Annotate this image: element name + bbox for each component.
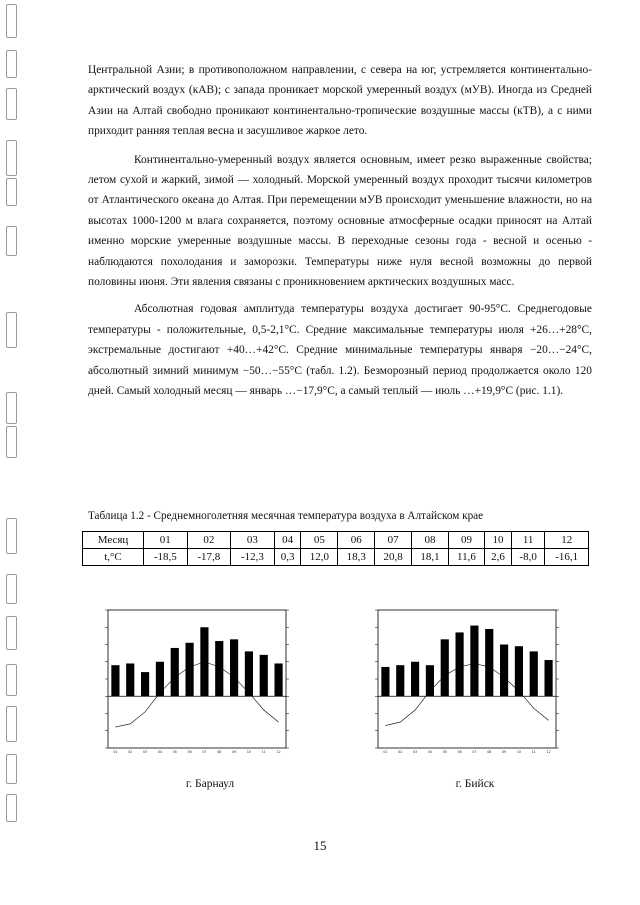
month-cell: 03 (231, 532, 275, 549)
month-cell: 11 (511, 532, 545, 549)
precip-bar (381, 667, 389, 696)
precip-bar (545, 660, 553, 696)
paragraph: Центральной Азии; в противоположном направлении, с севера на юг, устремляется континентально-арктический воздух (кАВ); с запада проникает морской умеренный воздух (мУВ). Иногда из Средней Азии на Алтай свободно проникают континентально-тропические воздушные массы (кТВ), а с ними приходит ранняя теплая весна и засушливое жаркое лето. (88, 64, 592, 138)
climate-chart-biysk (362, 598, 572, 768)
month-cell: 06 (338, 532, 375, 549)
value-cell: 18,3 (338, 549, 375, 566)
x-tick-label: 04 (427, 750, 432, 754)
x-tick-label: 01 (113, 750, 118, 754)
x-tick-label: 09 (232, 750, 237, 754)
chart-caption-barnaul: г. Барнаул (185, 778, 235, 790)
x-tick-label: 07 (202, 750, 207, 754)
month-cell: 08 (412, 532, 449, 549)
precip-bar (441, 639, 449, 696)
x-tick-label: 11 (261, 750, 266, 754)
precip-bar (141, 672, 149, 696)
paragraph: Континентально-умеренный воздух является основным, имеет резко выраженные свойства; летом сухой и жаркий, зимой — холодный. Морской умеренный воздух проходит тысячи километров от Атлантического океана до Алтая. При перемещении мУВ происходит уменьшение влажности, но на высотах 1000-1200 м влага сохраняется, поэтому основные атмосферные осадки приносят на Алтай именно морские умеренные воздушные массы. В переходные сезоны года - весной и осенью - наблюдаются похолодания и заморозки. Температуры ниже нуля весной возможны до первой половины июня. Эти явления связаны с проникновением арктических воздушных масс. (88, 153, 592, 289)
month-cell: 12 (545, 532, 589, 549)
temperature-line (385, 664, 548, 726)
x-tick-label: 06 (187, 750, 192, 754)
body-text (88, 60, 592, 402)
precip-bar (456, 632, 464, 696)
x-tick-label: 02 (398, 750, 403, 754)
precip-bar (186, 643, 194, 696)
value-cell: -12,3 (231, 549, 275, 566)
month-cell: 05 (301, 532, 338, 549)
x-tick-label: 05 (442, 750, 447, 754)
x-tick-label: 03 (413, 750, 418, 754)
x-tick-label: 10 (516, 750, 521, 754)
value-cell: -8,0 (511, 549, 545, 566)
x-tick-label: 10 (246, 750, 251, 754)
precip-bar (411, 662, 419, 697)
value-cell: 18,1 (412, 549, 449, 566)
binding-hole (6, 426, 17, 458)
x-tick-label: 12 (546, 750, 551, 754)
page-number: 15 (313, 838, 327, 853)
month-cell: 02 (187, 532, 231, 549)
x-tick-label: 05 (172, 750, 177, 754)
x-tick-label: 07 (472, 750, 477, 754)
month-cell: 01 (144, 532, 188, 549)
precip-bar (260, 655, 268, 696)
value-cell: 20,8 (375, 549, 412, 566)
precip-bar (396, 665, 404, 696)
x-tick-label: 11 (531, 750, 536, 754)
binding-hole (6, 226, 17, 256)
value-cell: 0,3 (274, 549, 301, 566)
precip-bar (530, 651, 538, 696)
x-tick-label: 09 (502, 750, 507, 754)
table-caption: Таблица 1.2 - Среднемноголетняя месячная температура воздуха в Алтайском крае (88, 510, 484, 522)
chart-caption-biysk: г. Бийск (455, 778, 495, 790)
x-tick-label: 08 (487, 750, 492, 754)
precip-bar (171, 648, 179, 696)
precip-bar (470, 626, 478, 697)
binding-hole (6, 616, 17, 650)
binding-hole (6, 518, 17, 554)
month-cell: 04 (274, 532, 301, 549)
table-row (83, 549, 589, 566)
precip-bar (500, 645, 508, 697)
x-tick-label: 04 (157, 750, 162, 754)
precip-bar (275, 663, 283, 696)
temperature-table (82, 531, 589, 566)
table-header-label: Месяц (83, 532, 144, 549)
precip-bar (426, 665, 434, 696)
binding-hole (6, 50, 17, 78)
month-cell: 07 (375, 532, 412, 549)
binding-hole (6, 754, 17, 784)
x-tick-label: 02 (128, 750, 133, 754)
value-cell: -17,8 (187, 549, 231, 566)
table-row-label: t,°С (83, 549, 144, 566)
precip-bar (156, 662, 164, 697)
value-cell: -16,1 (545, 549, 589, 566)
precip-bar (126, 663, 134, 696)
value-cell: 11,6 (448, 549, 484, 566)
climate-chart-barnaul (92, 598, 302, 768)
binding-hole (6, 178, 17, 206)
x-tick-label: 06 (457, 750, 462, 754)
temperature-line (115, 662, 278, 727)
x-tick-label: 03 (143, 750, 148, 754)
month-cell: 10 (485, 532, 512, 549)
x-tick-label: 01 (383, 750, 388, 754)
value-cell: 12,0 (301, 549, 338, 566)
plot-frame (378, 610, 556, 748)
precip-bar (485, 629, 493, 696)
month-cell: 09 (448, 532, 484, 549)
binding-hole (6, 574, 17, 604)
x-tick-label: 12 (276, 750, 281, 754)
x-tick-label: 08 (217, 750, 222, 754)
paragraph: Абсолютная годовая амплитуда температуры воздуха достигает 90-95°С. Среднегодовые температуры - положительные, 0,5-2,1°С. Средние максимальные температуры июля +26…+28°С, экстремальные достигают +40…+42°С. Средние минимальные температуры января −20…−24°С, абсолютный зимний минимум −50…−55°С (табл. 1.2). Безморозный период продолжается около 120 дней. Самый холодный месяц — январь …−17,9°С, а самый теплый — июль …+19,9°С (рис. 1.1). (88, 303, 592, 398)
binding-hole (6, 664, 17, 696)
binding-hole (6, 392, 17, 424)
precip-bar (230, 639, 238, 696)
binding-hole (6, 706, 17, 742)
binding-hole (6, 140, 17, 176)
binding-hole (6, 4, 17, 38)
value-cell: 2,6 (485, 549, 512, 566)
table-header-row (83, 532, 589, 549)
value-cell: -18,5 (144, 549, 188, 566)
plot-frame (108, 610, 286, 748)
binding-hole (6, 88, 17, 120)
binding-hole (6, 312, 17, 348)
precip-bar (111, 665, 119, 696)
binding-hole (6, 794, 17, 822)
